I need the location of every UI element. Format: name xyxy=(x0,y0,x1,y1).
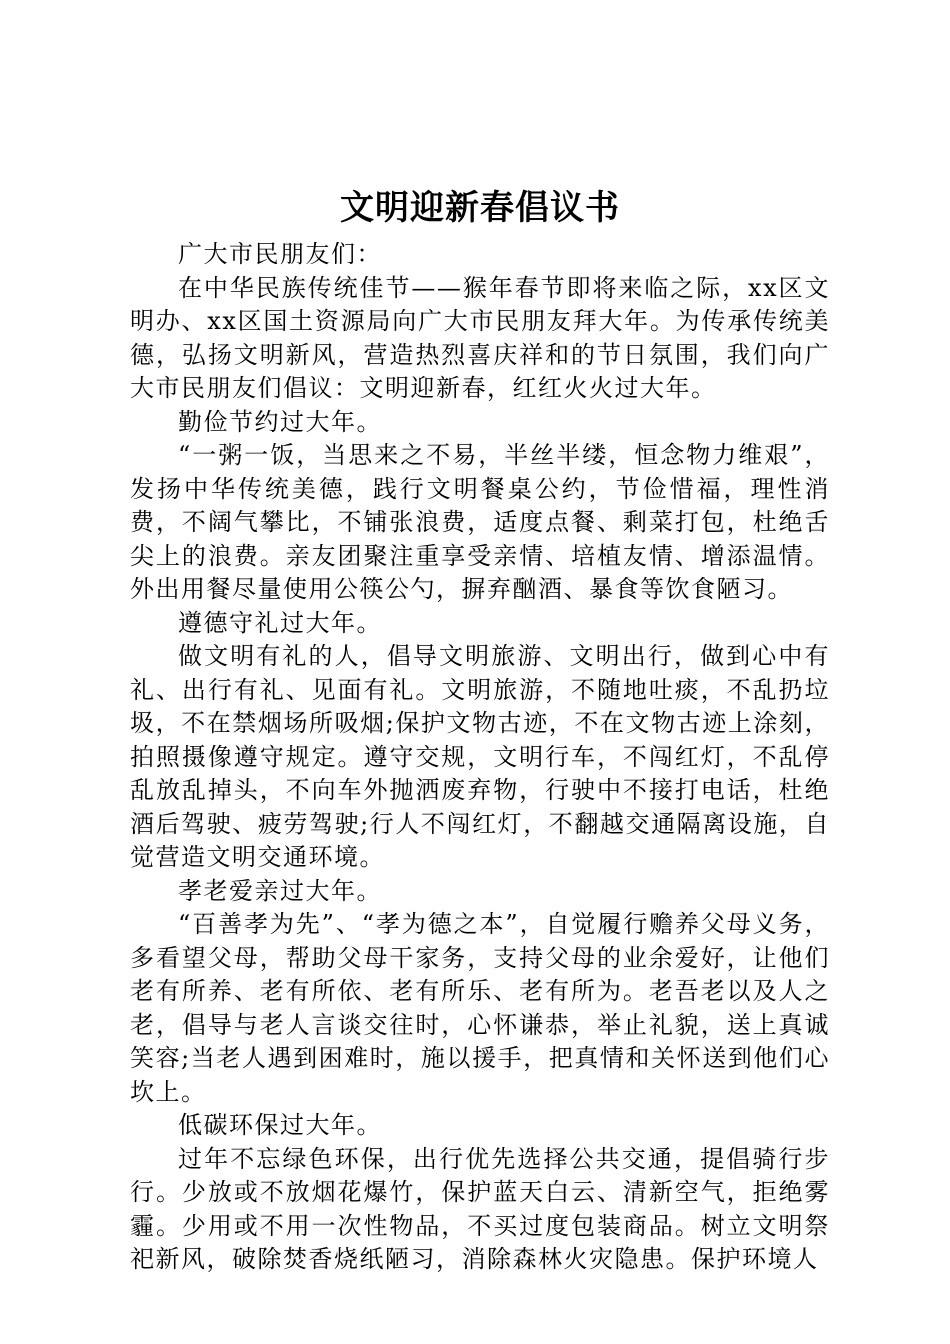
thrift-paragraph: “一粥一饭，当思来之不易，半丝半缕，恒念物力维艰”，发扬中华传统美德，践行文明餐桌公约，节俭惜福，理性消费，不阔气攀比，不铺张浪费，适度点餐、剩菜打包，杜绝舌尖上的浪费。亲友团聚注重享受亲情、培植友情、增添温情。外出用餐尽量使用公筷公勺，摒弃酗酒、暴食等饮食陋习。 xyxy=(130,441,830,603)
document-title: 文明迎新春倡议书 xyxy=(340,188,620,228)
etiquette-paragraph: 做文明有礼的人，倡导文明旅游、文明出行，做到心中有礼、出行有礼、见面有礼。文明旅游，不随地吐痰，不乱扔垃圾，不在禁烟场所吸烟;保护文物古迹，不在文物古迹上涂刻，拍照摄像遵守规定。遵守交规，文明行车，不闯红灯，不乱停乱放乱掉头，不向车外抛洒废弃物，行驶中不接打电话，杜绝酒后驾驶、疲劳驾驶;行人不闯红灯，不翻越交通隔离设施，自觉营造文明交通环境。 xyxy=(130,642,830,871)
section-heading-thrift: 勤俭节约过大年。 xyxy=(178,407,382,436)
green-paragraph: 过年不忘绿色环保，出行优先选择公共交通，提倡骑行步行。少放或不放烟花爆竹，保护蓝天白云、清新空气，拒绝雾霾。少用或不用一次性物品，不买过度包装商品。树立文明祭祀新风，破除焚香烧纸陋习，消除森林火灾隐患。保护环境人 xyxy=(130,1144,830,1273)
filial-paragraph: “百善孝为先”、“孝为德之本”，自觉履行赡养父母义务，多看望父母，帮助父母干家务，支持父母的业余爱好，让他们老有所养、老有所依、老有所乐、老有所为。老吾老以及人之老，倡导与老人言谈交往时，心怀谦恭，举止礼貌，送上真诚笑容;当老人遇到困难时，施以援手，把真情和关怀送到他们心坎上。 xyxy=(130,910,830,1106)
document-body xyxy=(130,178,830,1277)
section-heading-etiquette: 遵德守礼过大年。 xyxy=(178,608,382,637)
intro-paragraph: 在中华民族传统佳节——猴年春节即将来临之际，xx区文明办、xx区国土资源局向广大市民朋友拜大年。为传承传统美德，弘扬文明新风，营造热烈喜庆祥和的节日氛围，我们向广大市民朋友们倡议：文明迎新春，红红火火过大年。 xyxy=(130,273,830,402)
section-heading-green: 低碳环保过大年。 xyxy=(178,1111,382,1139)
salutation: 广大市民朋友们： xyxy=(178,240,382,268)
section-heading-filial: 孝老爱亲过大年。 xyxy=(178,876,382,905)
